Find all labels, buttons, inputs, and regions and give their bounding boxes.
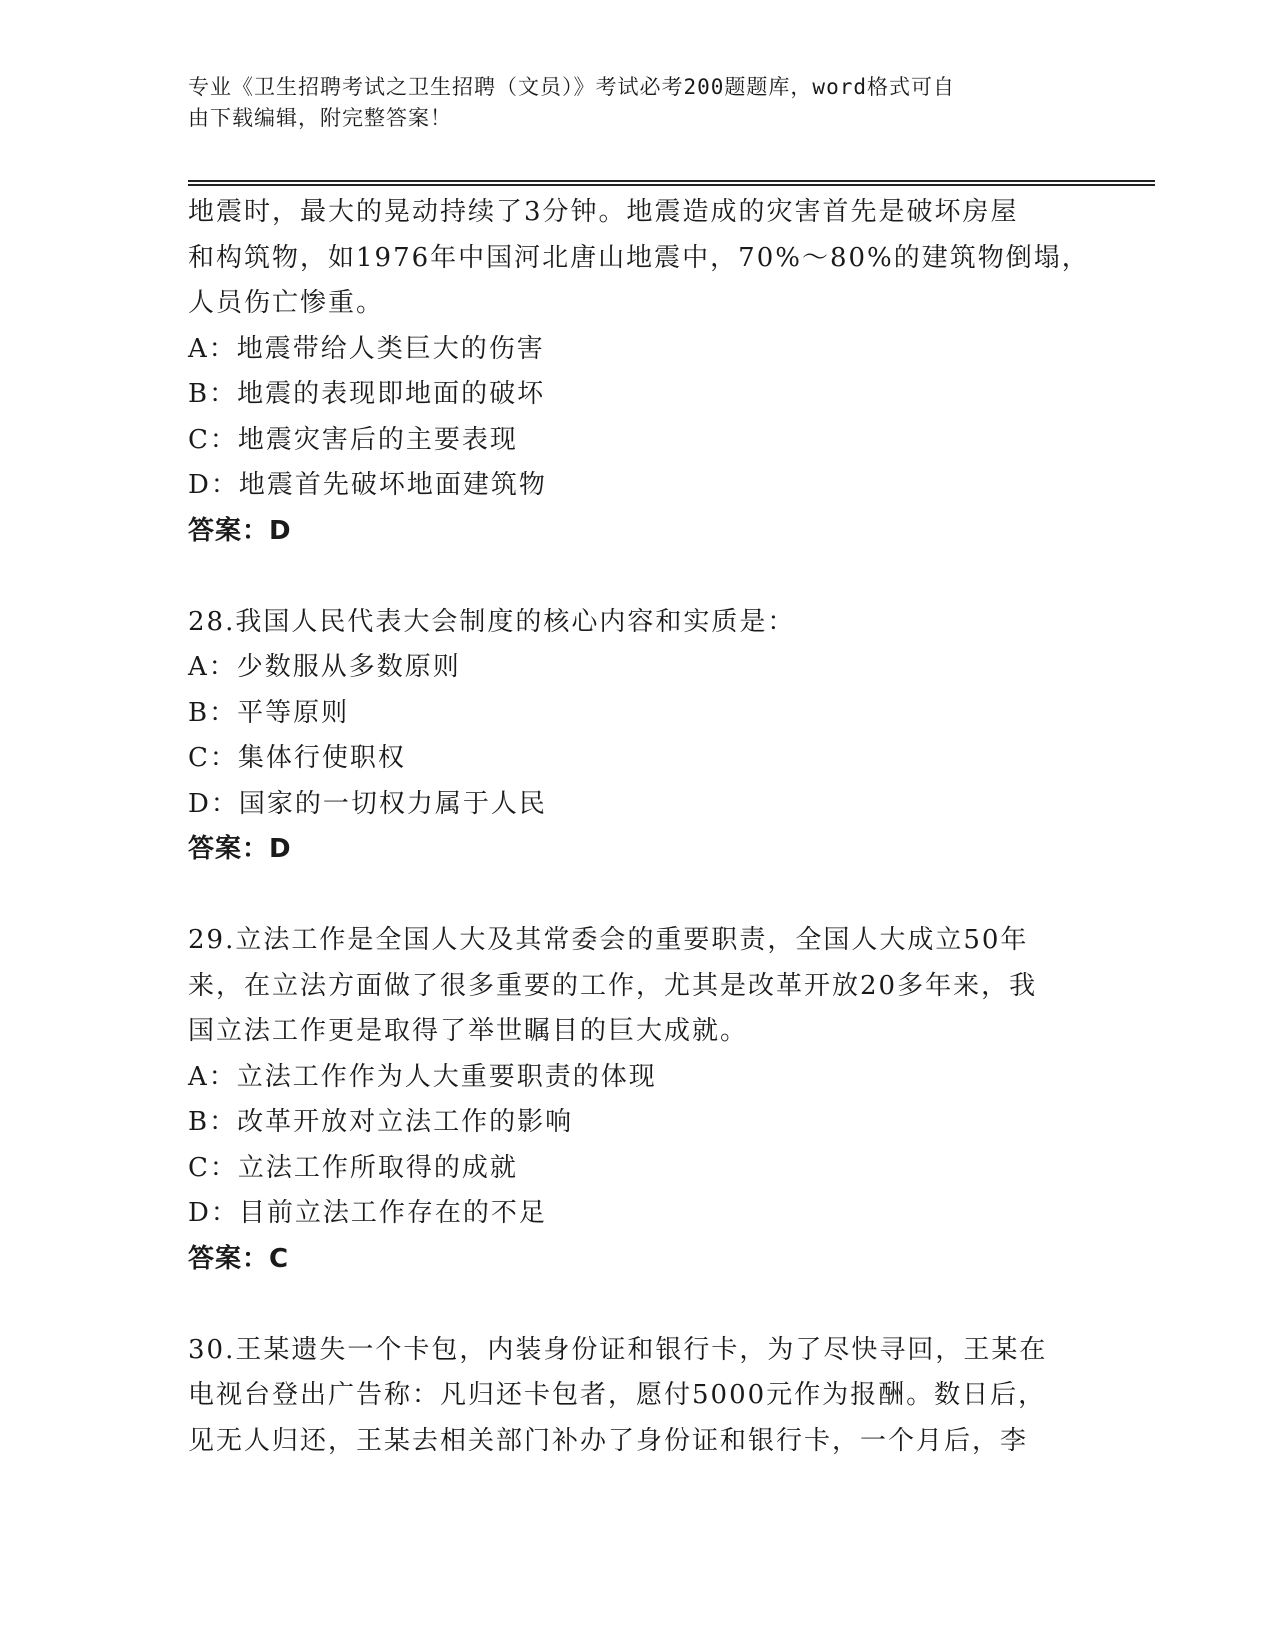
question-content bbox=[188, 190, 1108, 1464]
question-stem-line: 29.立法工作是全国人大及其常委会的重要职责，全国人大成立50年 bbox=[188, 925, 1029, 955]
question-stem-line: 28.我国人民代表大会制度的核心内容和实质是： bbox=[188, 606, 796, 637]
answer-line: 答案：C bbox=[188, 1243, 290, 1274]
option-c: C：集体行使职权 bbox=[188, 743, 406, 773]
option-b: B：地震的表现即地面的破坏 bbox=[188, 379, 546, 409]
question-spacer bbox=[188, 873, 1108, 919]
question-28-block bbox=[188, 600, 1108, 873]
question-stem-line: 电视台登出广告称：凡归还卡包者，愿付5000元作为报酬。数日后， bbox=[188, 1380, 1047, 1410]
option-d: D：国家的一切权力属于人民 bbox=[188, 788, 547, 819]
question-stem-line: 30.王某遗失一个卡包，内装身份证和银行卡，为了尽快寻回，王某在 bbox=[188, 1334, 1048, 1365]
option-a: A：地震带给人类巨大的伤害 bbox=[188, 333, 545, 364]
question-spacer bbox=[188, 554, 1108, 600]
option-a: A：少数服从多数原则 bbox=[188, 652, 461, 682]
option-b: B：改革开放对立法工作的影响 bbox=[188, 1107, 574, 1137]
header-line-2: 由下载编辑，附完整答案！ bbox=[188, 106, 452, 130]
question-30-block bbox=[188, 1328, 1108, 1465]
question-29-block bbox=[188, 918, 1108, 1282]
question-stem-line: 地震时，最大的晃动持续了3分钟。地震造成的灾害首先是破坏房屋 bbox=[188, 197, 1019, 227]
option-d: D：地震首先破坏地面建筑物 bbox=[188, 470, 547, 500]
header-divider-top bbox=[188, 180, 1155, 182]
option-b: B：平等原则 bbox=[188, 697, 350, 728]
question-stem-line: 人员伤亡惨重。 bbox=[188, 288, 385, 318]
question-stem-line: 来，在立法方面做了很多重要的工作，尤其是改革开放20多年来，我 bbox=[188, 970, 1038, 1001]
question-27-block bbox=[188, 190, 1108, 554]
answer-line: 答案：D bbox=[188, 515, 292, 546]
header-line-1: 专业《卫生招聘考试之卫生招聘（文员）》考试必考200题题库，word格式可自 bbox=[188, 75, 955, 99]
question-stem-line: 国立法工作更是取得了举世瞩目的巨大成就。 bbox=[188, 1016, 749, 1046]
document-header bbox=[188, 72, 1068, 134]
question-stem-line: 见无人归还，王某去相关部门补办了身份证和银行卡，一个月后，李 bbox=[188, 1425, 1029, 1456]
question-spacer bbox=[188, 1282, 1108, 1328]
option-a: A：立法工作作为人大重要职责的体现 bbox=[188, 1061, 657, 1092]
option-c: C：立法工作所取得的成就 bbox=[188, 1152, 518, 1183]
option-d: D：目前立法工作存在的不足 bbox=[188, 1198, 547, 1228]
question-stem-line: 和构筑物，如1976年中国河北唐山地震中，70%～80%的建筑物倒塌， bbox=[188, 242, 1090, 273]
answer-line: 答案：D bbox=[188, 834, 292, 864]
option-c: C：地震灾害后的主要表现 bbox=[188, 424, 518, 455]
header-divider-bottom bbox=[188, 184, 1155, 186]
